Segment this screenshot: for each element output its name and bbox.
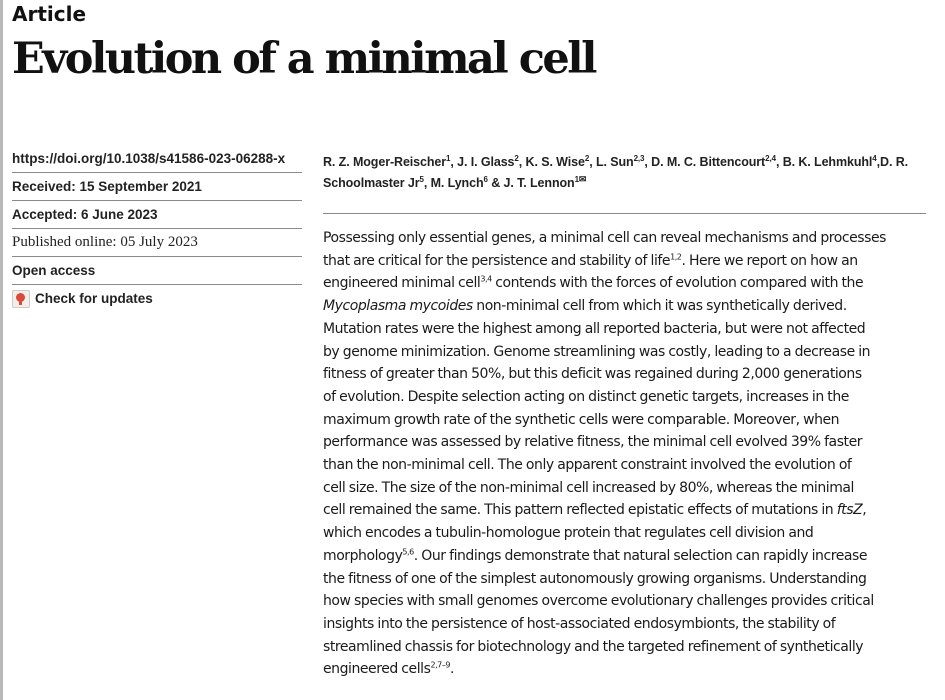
abstract-line: [323, 522, 931, 545]
author-separator: ,: [644, 155, 652, 169]
author-name[interactable]: D. M. C. Bittencourt: [651, 155, 766, 169]
abstract-text: engineered minimal cell: [323, 275, 481, 292]
citation-reference[interactable]: 3,4: [480, 274, 492, 284]
abstract-line: [323, 386, 931, 409]
author-separator: ,: [423, 176, 431, 190]
abstract-text: morphology: [323, 547, 403, 564]
abstract-text: by genome minimization. Genome streamlining was costly, leading to a decrease in: [323, 343, 871, 360]
author-name[interactable]: J. T. Lennon: [503, 176, 575, 190]
abstract-text: cell size. The size of the non-minimal cell increased by 80%, whereas the minimal: [323, 479, 854, 496]
abstract-text: Possessing only essential genes, a minimal cell can reveal mechanisms and processes: [323, 230, 887, 246]
abstract-text: streamlined chassis for biotechnology and the targeted refinement of synthetically: [323, 638, 864, 655]
divider: [323, 213, 926, 214]
abstract-line: [323, 613, 931, 636]
author-name[interactable]: D. R. Schoolmaster Jr: [323, 155, 908, 190]
abstract-line: [323, 295, 931, 318]
doi-link[interactable]: https://doi.org/10.1038/s41586-023-06288-x: [12, 147, 302, 173]
abstract-line: [323, 499, 931, 522]
author-name[interactable]: J. I. Glass: [457, 155, 515, 169]
affiliation-marker: 5: [419, 174, 424, 184]
abstract-text: Mutation rates were the highest among all reported bacteria, but were not affected: [323, 320, 866, 337]
abstract-text: .: [450, 661, 455, 678]
affiliation-marker: 2,4: [765, 153, 776, 163]
author-name[interactable]: K. S. Wise: [525, 155, 585, 169]
affiliation-marker: 2: [514, 153, 519, 163]
abstract-line: [323, 363, 931, 386]
abstract-text: . Here we report on how an: [681, 252, 858, 269]
abstract-line: [323, 409, 931, 432]
author-separator: ,: [450, 155, 458, 169]
published-date: Published online: 05 July 2023: [12, 229, 302, 257]
article-metadata: [12, 147, 302, 312]
accepted-date: Accepted: 6 June 2023: [12, 201, 302, 229]
author-name[interactable]: L. Sun: [595, 155, 634, 169]
author-name[interactable]: M. Lynch: [430, 176, 484, 190]
affiliation-marker: 1: [446, 153, 451, 163]
abstract-text: the fitness of one of the simplest autonomously growing organisms. Understanding: [323, 570, 867, 587]
left-border-rule: [0, 0, 3, 700]
abstract-text: insights into the persistence of host-associated endosymbionts, the stability of: [323, 615, 836, 632]
abstract-line: [323, 590, 931, 613]
received-date: Received: 15 September 2021: [12, 173, 302, 201]
abstract-text: fitness of greater than 50%, but this deficit was regained during 2,000 generations: [323, 366, 862, 383]
affiliation-marker: 2,3: [633, 153, 645, 163]
italic-term: ftsZ: [836, 502, 863, 519]
author-name[interactable]: R. Z. Moger-Reischer: [323, 155, 447, 169]
open-access-label: Open access: [12, 257, 302, 285]
author-separator: ,: [876, 155, 881, 169]
abstract-line: [323, 477, 931, 500]
abstract-line: [323, 272, 931, 295]
abstract-line: [323, 636, 931, 659]
citation-reference[interactable]: 1,2: [670, 252, 682, 262]
author-separator: ,: [518, 155, 526, 169]
abstract-text: contends with the forces of evolution compared with the: [491, 275, 864, 292]
check-for-updates-button[interactable]: [12, 285, 302, 312]
abstract-line: [323, 658, 931, 681]
abstract-line: [323, 431, 931, 454]
check-for-updates-icon: [12, 290, 30, 308]
citation-reference[interactable]: 5,6: [402, 547, 414, 557]
abstract-line: [323, 568, 931, 591]
author-separator: ,: [589, 155, 596, 169]
abstract-text: which encodes a tubulin-homologue protein that regulates cell division and: [323, 525, 814, 542]
author-name[interactable]: B. K. Lehmkuhl: [782, 155, 873, 169]
author-list: [323, 152, 933, 194]
abstract-line: [323, 250, 931, 273]
affiliation-marker: 1: [574, 174, 579, 184]
corresponding-author-icon[interactable]: ✉: [578, 173, 587, 184]
affiliation-marker: 6: [483, 174, 488, 184]
abstract-text: maximum growth rate of the synthetic cells were comparable. Moreover, when: [323, 411, 840, 428]
abstract-text: engineered cells: [323, 661, 431, 678]
abstract-line: [323, 454, 931, 477]
abstract-line: [323, 318, 931, 341]
abstract: [323, 227, 931, 681]
abstract-text: of evolution. Despite selection acting on distinct genetic targets, increases in the: [323, 388, 849, 405]
abstract-text: that are critical for the persistence and stability of life: [323, 252, 671, 269]
author-separator: &: [487, 176, 504, 190]
page-title: Evolution of a minimal cell: [12, 34, 595, 84]
abstract-text: cell remained the same. This pattern reflected epistatic effects of mutations in: [323, 502, 837, 519]
abstract-line: [323, 545, 931, 568]
check-for-updates-label: Check for updates: [35, 291, 153, 306]
abstract-text: ,: [862, 502, 867, 519]
citation-reference[interactable]: 2,7–9: [430, 660, 451, 670]
abstract-line: [323, 341, 931, 364]
abstract-text: non-minimal cell from which it was synthetically derived.: [472, 298, 847, 315]
abstract-line: [323, 227, 931, 250]
author-separator: ,: [775, 155, 783, 169]
abstract-text: how species with small genomes overcome evolutionary challenges provides critical: [323, 593, 874, 610]
abstract-text: . Our findings demonstrate that natural selection can rapidly increase: [413, 547, 867, 564]
abstract-text: than the non-minimal cell. The only apparent constraint involved the evolution of: [323, 457, 852, 474]
affiliation-marker: 2: [584, 153, 590, 163]
section-label: Article: [12, 2, 87, 26]
abstract-text: performance was assessed by relative fitness, the minimal cell evolved 39% faster: [323, 434, 863, 451]
affiliation-marker: 4: [872, 153, 877, 163]
italic-term: Mycoplasma mycoides: [323, 298, 473, 315]
